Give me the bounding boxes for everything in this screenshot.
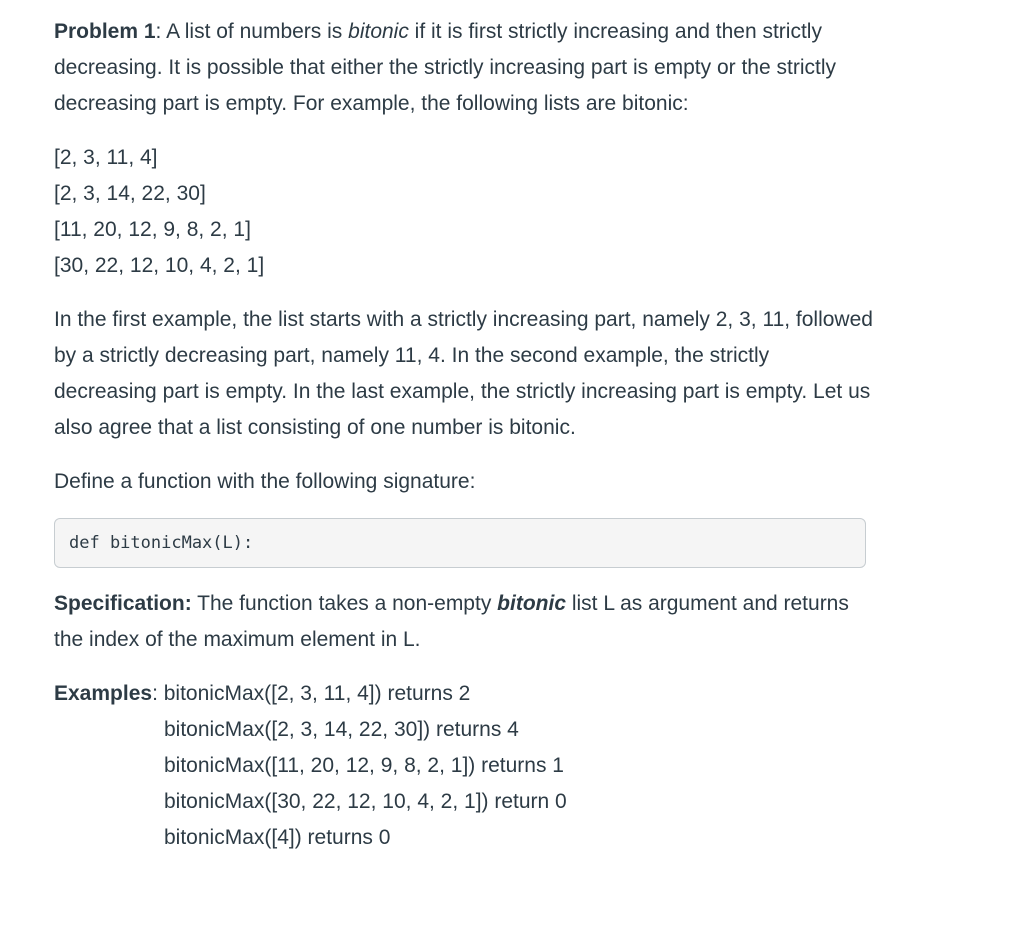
example-call: bitonicMax([2, 3, 14, 22, 30]) returns 4 bbox=[164, 718, 519, 741]
code-block bbox=[54, 518, 866, 568]
example-list: [30, 22, 12, 10, 4, 2, 1] bbox=[54, 254, 265, 277]
specification-label: Specification: bbox=[54, 592, 192, 615]
problem-heading: Problem 1 bbox=[54, 20, 156, 43]
example-call: bitonicMax([30, 22, 12, 10, 4, 2, 1]) return 0 bbox=[164, 790, 567, 813]
example-call: bitonicMax([4]) returns 0 bbox=[164, 826, 391, 849]
example-list: [11, 20, 12, 9, 8, 2, 1] bbox=[54, 218, 251, 241]
intro-text-a: A list of numbers is bbox=[161, 20, 349, 43]
specification-paragraph bbox=[54, 586, 874, 658]
example-list: [2, 3, 14, 22, 30] bbox=[54, 182, 206, 205]
examples-section bbox=[54, 676, 874, 856]
spec-text-b: list L as argument and returns the index of the maximum element in L. bbox=[54, 592, 849, 651]
example-call: bitonicMax([11, 20, 12, 9, 8, 2, 1]) returns 1 bbox=[164, 754, 564, 777]
example-list: [2, 3, 11, 4] bbox=[54, 146, 158, 169]
examples-first-row bbox=[54, 676, 874, 712]
function-signature: def bitonicMax(L): bbox=[69, 533, 254, 553]
examples-colon: : bbox=[152, 682, 158, 705]
spec-bitonic-term: bitonic bbox=[497, 592, 566, 615]
example-call: bitonicMax([2, 3, 11, 4]) returns 2 bbox=[163, 682, 471, 705]
heading-colon: : bbox=[155, 20, 162, 43]
problem-content bbox=[54, 14, 874, 856]
define-paragraph: Define a function with the following signature: bbox=[54, 470, 476, 493]
spec-text-a: The function takes a non-empty bbox=[191, 592, 498, 615]
intro-text-b: if it is first strictly increasing and then strictly decreasing. It is possible that either the strictly increasing part is empty or the strictly decreasing part is empty. For example, the following lists are bitonic: bbox=[54, 20, 836, 115]
bitonic-term: bitonic bbox=[348, 20, 409, 43]
intro-paragraph bbox=[54, 14, 874, 122]
example-lists bbox=[54, 140, 874, 284]
examples-label: Examples bbox=[54, 682, 153, 705]
explanation-paragraph: In the first example, the list starts with a strictly increasing part, namely 2, 3, 11, followed by a strictly decreasing part, namely 11, 4. In the second example, the strictly decreasing part is empty. In the last example, the strictly increasing part is empty. Let us also agree that a list consisting of one number is bitonic. bbox=[54, 308, 873, 439]
